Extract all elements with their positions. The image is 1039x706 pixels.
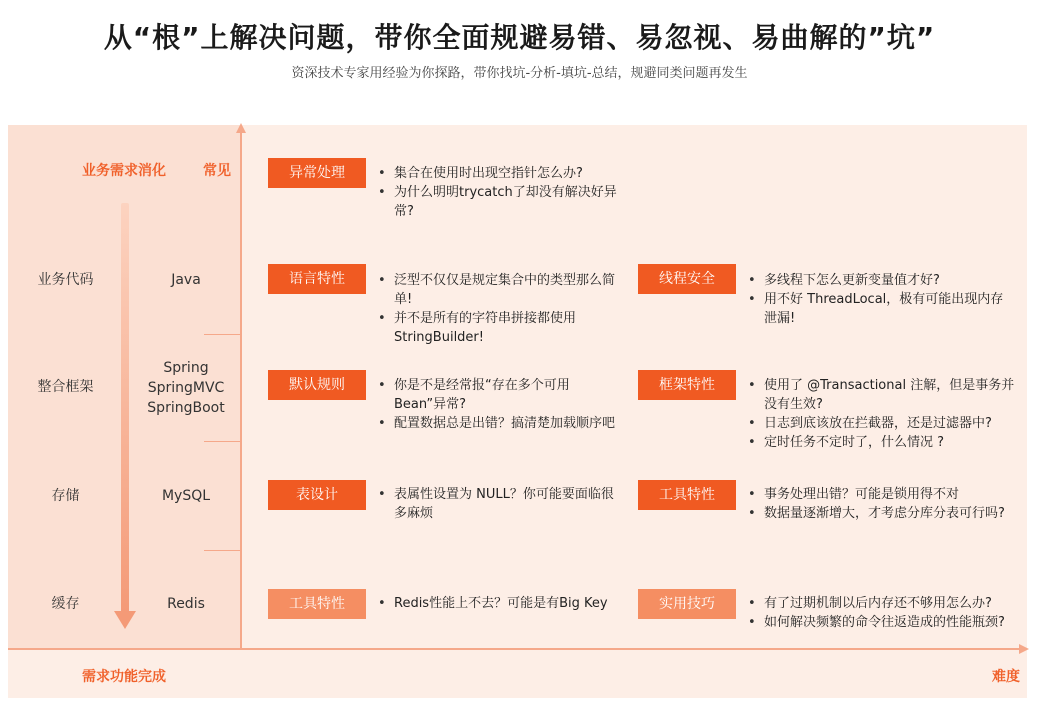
x-axis (8, 648, 1021, 650)
layer-label-business-code: 业务代码 (37, 272, 94, 288)
y-axis (240, 132, 242, 650)
y-axis-arrow-icon (236, 123, 246, 133)
list-item: • 泛型不仅仅是规定集合中的类型那么简单! (378, 271, 618, 309)
page-subtitle: 资深技术专家用经验为你探路，带你找坑-分析-填坑-总结，规避同类问题再发生 (291, 66, 748, 81)
x-axis-arrow-icon (1019, 644, 1029, 654)
tech-label-spring-line: Spring (163, 360, 209, 376)
row-separator (204, 550, 241, 551)
tech-label-springboot-line: SpringBoot (147, 400, 225, 416)
tag-table-design: 表设计 (268, 480, 366, 510)
tag-tool-features-redis: 工具特性 (268, 589, 366, 619)
bullet-list-framework-features (748, 376, 1016, 452)
tag-default-rules: 默认规则 (268, 370, 366, 400)
layer-label-storage: 存储 (51, 488, 80, 504)
layer-label-cache: 缓存 (51, 596, 80, 612)
tag-practical-tips: 实用技巧 (638, 589, 736, 619)
list-item: • 集合在使用时出现空指针怎么办? (378, 164, 618, 183)
list-item: • 表属性设置为 NULL？你可能要面临很多麻烦 (378, 485, 618, 523)
axis-label-top-right: 常见 (203, 163, 231, 179)
tech-label-redis: Redis (167, 596, 205, 612)
tech-label-java: Java (171, 272, 201, 288)
list-item: • 日志到底该放在拦截器，还是过滤器中? (748, 414, 1016, 433)
axis-label-top-left: 业务需求消化 (82, 163, 166, 179)
bullet-list-exception-handling (378, 164, 618, 221)
list-item: • 用不好 ThreadLocal，极有可能出现内存泄漏! (748, 290, 1016, 328)
bullet-list-redis (378, 594, 618, 613)
list-item: • 有了过期机制以后内存还不够用怎么办? (748, 594, 1016, 613)
list-item: • 使用了 @Transactional 注解，但是事务并没有生效? (748, 376, 1016, 414)
tag-thread-safety: 线程安全 (638, 264, 736, 294)
bullet-list-language-features (378, 271, 618, 347)
progress-arrow-shaft (121, 203, 129, 613)
axis-label-bottom-left: 需求功能完成 (82, 669, 166, 685)
list-item: • 如何解决频繁的命令往返造成的性能瓶颈? (748, 613, 1016, 632)
layer-label-framework: 整合框架 (37, 379, 94, 395)
axis-label-bottom-right: 难度 (992, 669, 1020, 685)
tech-label-mysql: MySQL (161, 488, 211, 504)
bullet-list-table-design (378, 485, 618, 523)
list-item: • 并不是所有的字符串拼接都使用StringBuilder! (378, 309, 618, 347)
bullet-list-thread-safety (748, 271, 1016, 328)
list-item: • 事务处理出错？可能是锁用得不对 (748, 485, 1016, 504)
list-item: • 数据量逐渐增大，才考虑分库分表可行吗? (748, 504, 1016, 523)
row-separator (204, 334, 241, 335)
tag-language-features: 语言特性 (268, 264, 366, 294)
list-item: • 配置数据总是出错？搞清楚加载顺序吧 (378, 414, 618, 433)
bullet-list-default-rules (378, 376, 618, 433)
progress-arrow-head (114, 611, 136, 629)
row-separator (204, 441, 241, 442)
list-item: • 定时任务不定时了，什么情况 ? (748, 433, 1016, 452)
page-title: 从“根”上解决问题，带你全面规避易错、易忽视、易曲解的”坑” (103, 21, 936, 54)
tag-framework-features: 框架特性 (638, 370, 736, 400)
list-item: • 为什么明明trycatch了却没有解决好异常? (378, 183, 618, 221)
tag-tool-features: 工具特性 (638, 480, 736, 510)
list-item: • Redis性能上不去？可能是有Big Key (378, 594, 618, 613)
tech-label-spring (138, 358, 234, 418)
list-item: • 多线程下怎么更新变量值才好? (748, 271, 1016, 290)
tech-label-springmvc-line: SpringMVC (147, 380, 225, 396)
tag-exception-handling: 异常处理 (268, 158, 366, 188)
list-item: • 你是不是经常报“存在多个可用Bean”异常? (378, 376, 618, 414)
bullet-list-tool-features (748, 485, 1016, 523)
bullet-list-practical-tips (748, 594, 1016, 632)
